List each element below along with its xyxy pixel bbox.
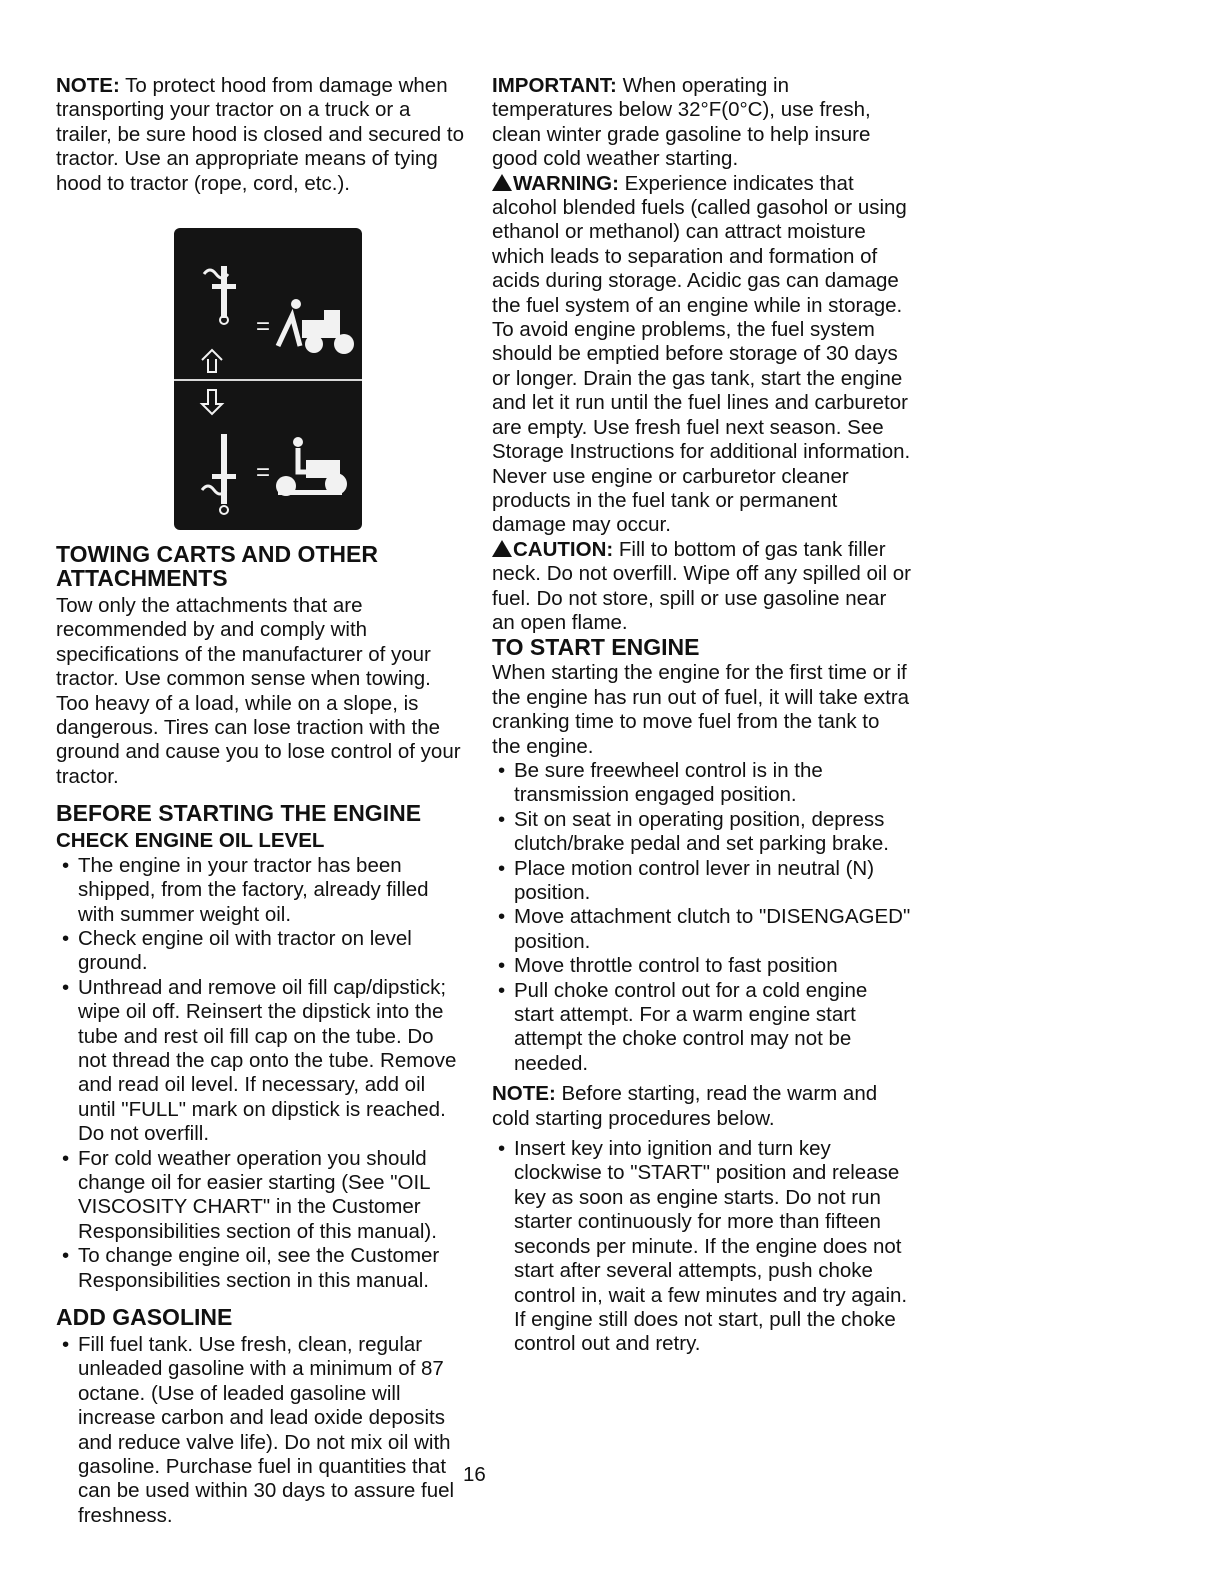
warning-note bbox=[492, 172, 912, 538]
note-text: To protect hood from damage when transporting your tractor on a truck or a trailer, be sure hood is closed and secured to tractor. Use an appropriate means of tying hood to tractor (rope, cord, etc.). bbox=[56, 74, 464, 195]
page-number: 16 bbox=[463, 1463, 486, 1486]
caution-label: CAUTION: bbox=[513, 537, 614, 561]
important-note bbox=[492, 74, 912, 172]
start-engine-text: When starting the engine for the first time or if the engine has run out of fuel, it will take extra cranking time to move fuel from the tank to the engine. bbox=[492, 661, 910, 758]
list-item: • The engine in your tractor has been shipped, from the factory, already filled with summer weight oil. bbox=[56, 854, 466, 927]
list-item: • Check engine oil with tractor on level ground. bbox=[56, 927, 466, 976]
right-column bbox=[492, 74, 912, 1357]
caution-text: Fill to bottom of gas tank filler neck. Do not overfill. Wipe off any spilled oil or fuel. Do not store, spill or use gasoline near an open flame. bbox=[492, 537, 911, 634]
left-column bbox=[56, 74, 466, 1528]
before-starting-heading: BEFORE STARTING THE ENGINE bbox=[56, 800, 422, 827]
list-item: • Move throttle control to fast position bbox=[492, 954, 912, 978]
list-item: • Insert key into ignition and turn key clockwise to "START" position and release key as soon as engine starts. Do not run starter continuously for more than fifteen seconds per minute. If the engine does not start after several attempts, push choke control in, wait a few minutes and try again. If engine still does not start, pull the choke control out and retry. bbox=[492, 1137, 912, 1357]
hitch-lever-figure bbox=[174, 228, 362, 530]
list-item: • Fill fuel tank. Use fresh, clean, regular unleaded gasoline with a minimum of 87 octane. (Use of leaded gasoline will increase carbon and lead oxide deposits and reduce valve life). Do not mix oil with gasoline. Purchase fuel in quantities that can be used within 30 days to assure fuel freshness. bbox=[56, 1333, 466, 1528]
start-bullet-list bbox=[492, 759, 912, 1076]
hitch-lever-up-icon bbox=[204, 266, 236, 324]
start-engine-heading: TO START ENGINE bbox=[492, 634, 700, 661]
warning-text: Experience indicates that alcohol blended fuels (called gasohol or using ethanol or methanol) can attract moisture which leads to separation and formation of acids during storage. Acidic gas can damage the fuel system of an engine while in storage. To avoid engine problems, the fuel system should be emptied before storage of 30 days or longer. Drain the gas tank, start the engine and let it run until the fuel lines and carburetor are empty. Use fresh fuel next season. See Storage Instructions for additional information. Never use engine or carburetor cleaner products in the fuel tank or permanent damage may occur. bbox=[492, 171, 911, 537]
hood-note bbox=[56, 74, 466, 196]
hitch-lever-down-icon bbox=[202, 434, 236, 514]
key-bullet-list bbox=[492, 1137, 912, 1357]
important-text: When operating in temperatures below 32°F(0°C), use fresh, clean winter grade gasoline to help insure good cold weather starting. bbox=[492, 74, 871, 171]
hitch-diagram bbox=[174, 228, 362, 530]
list-item: • Place motion control lever in neutral (N) position. bbox=[492, 857, 912, 906]
towing-text: Tow only the attachments that are recommended by and comply with specifications of the manufacturer of your tractor. Use common sense when towing. Too heavy of a load, while on a slope, is dangerous. Tires can lose traction with the ground and cause you to lose control of your tractor. bbox=[56, 594, 461, 788]
check-oil-subheading: CHECK ENGINE OIL LEVEL bbox=[56, 829, 325, 853]
important-label: IMPORTANT: bbox=[492, 74, 617, 97]
warning-label: WARNING: bbox=[513, 171, 619, 195]
list-item: • Move attachment clutch to "DISENGAGED" position. bbox=[492, 905, 912, 954]
caution-note bbox=[492, 538, 912, 636]
towing-heading: TOWING CARTS AND OTHER ATTACHMENTS bbox=[56, 541, 378, 592]
equals-sign-top: = bbox=[256, 313, 271, 341]
arrow-up-icon bbox=[202, 350, 222, 372]
note2-label: NOTE: bbox=[492, 1082, 556, 1106]
list-item: • Sit on seat in operating position, depress clutch/brake pedal and set parking brake. bbox=[492, 808, 912, 857]
tractor-with-attachment-lowered-icon bbox=[276, 437, 347, 496]
list-item: • Unthread and remove oil fill cap/dipstick; wipe oil off. Reinsert the dipstick into the tube and rest oil fill cap on the tube. Do not thread the cap onto the tube. Remove and read oil level. If necessary, add oil until "FULL" mark on dipstick is reached. Do not overfill. bbox=[56, 976, 466, 1147]
tractor-with-attachment-raised-icon bbox=[278, 299, 354, 354]
equals-sign-bottom: = bbox=[256, 459, 271, 487]
warning-icon bbox=[492, 174, 512, 191]
starting-note bbox=[492, 1082, 912, 1131]
list-item: • Be sure freewheel control is in the transmission engaged position. bbox=[492, 759, 912, 808]
list-item: • For cold weather operation you should change oil for easier starting (See "OIL VISCOSITY CHART" in the Customer Responsibilities section of this manual). bbox=[56, 1147, 466, 1245]
note2-text: Before starting, read the warm and cold starting procedures below. bbox=[492, 1082, 878, 1130]
caution-icon bbox=[492, 540, 512, 557]
oil-bullet-list bbox=[56, 854, 466, 1293]
list-item: • To change engine oil, see the Customer Responsibilities section in this manual. bbox=[56, 1244, 466, 1293]
arrow-down-icon bbox=[202, 390, 222, 414]
gasoline-bullet-list bbox=[56, 1333, 466, 1528]
list-item: • Pull choke control out for a cold engine start attempt. For a warm engine start attempt the choke control may not be needed. bbox=[492, 979, 912, 1077]
note-label: NOTE: bbox=[56, 74, 120, 97]
add-gasoline-heading: ADD GASOLINE bbox=[56, 1304, 233, 1330]
